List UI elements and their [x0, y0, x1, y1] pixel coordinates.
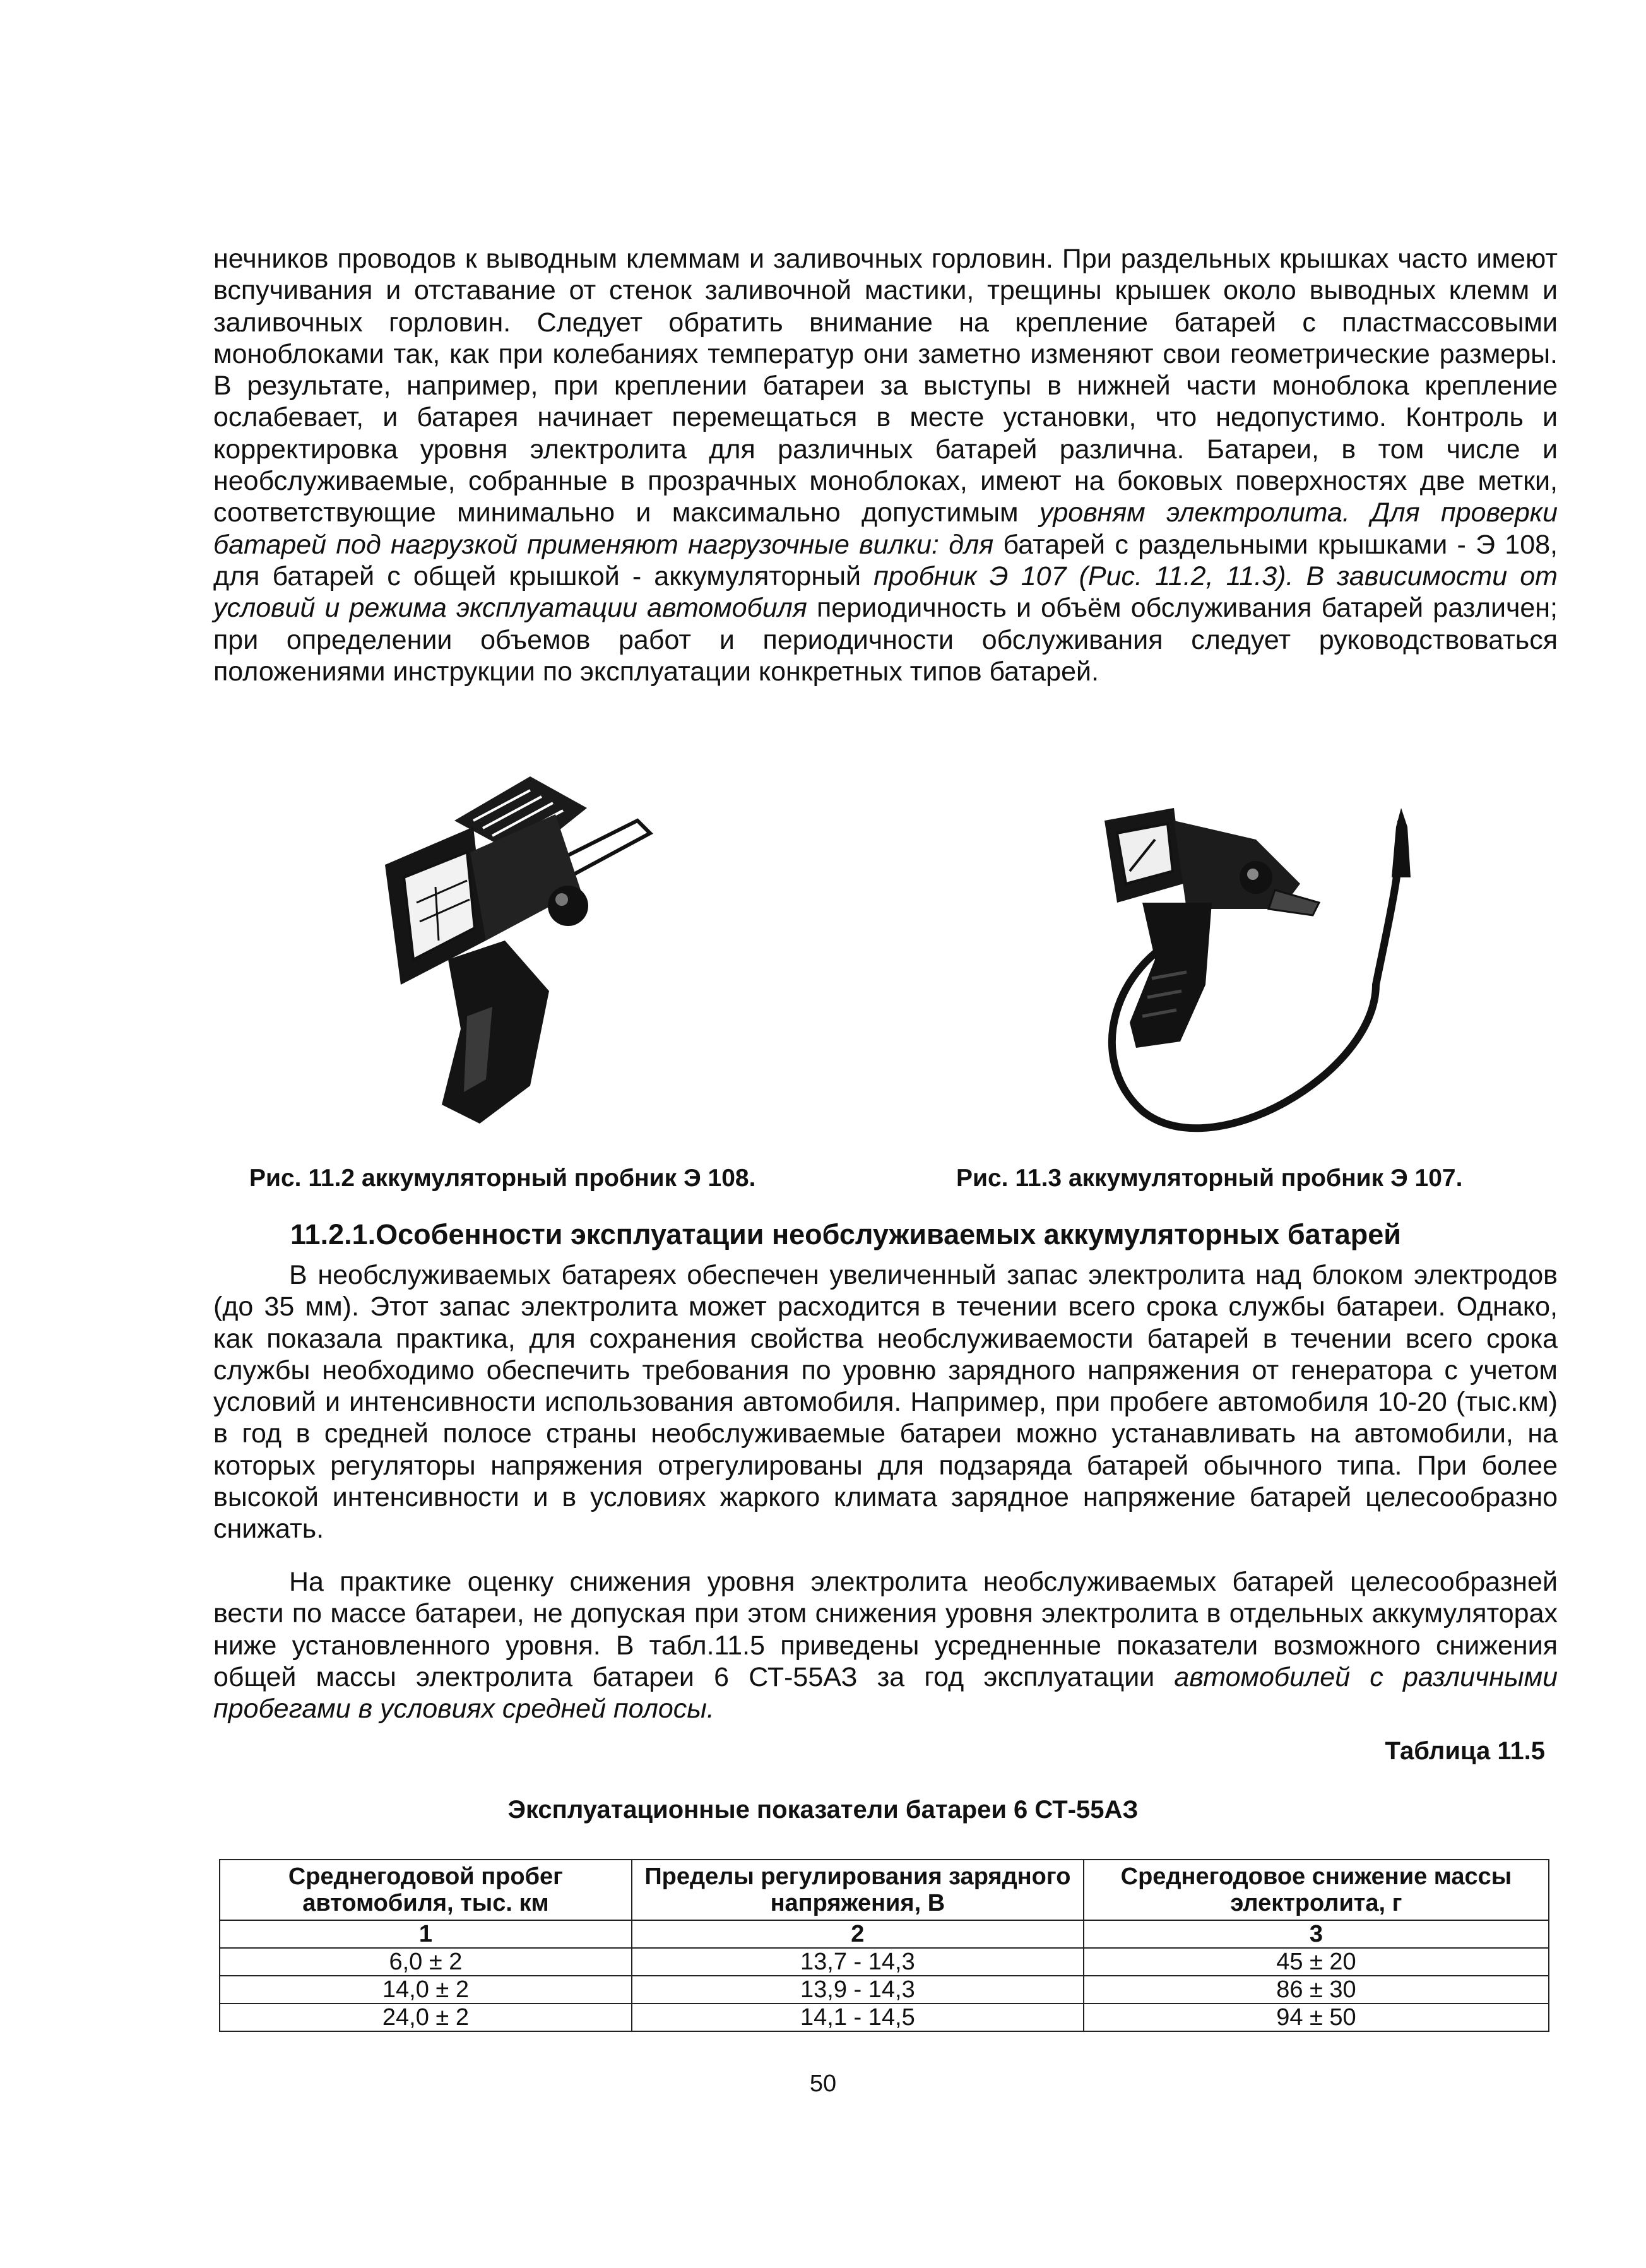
paragraph-italic-text: уровням электролита. Для проверки батарей под нагрузкой применяют нагрузочные вилки: для: [213, 497, 1558, 560]
table-row: [220, 1976, 1549, 2004]
paragraph-battery-maintenance: [213, 243, 1558, 687]
table-label: Таблица 11.5: [1385, 1737, 1545, 1765]
table-row: [220, 2004, 1549, 2031]
paragraph-text: периодичность и объём обслуживания батарей различен; при определении объемов работ и периодичности обслуживания следует руководствоваться положениями инструкции по эксплуатации конкретных типов батарей.: [213, 593, 1558, 687]
table-header-cell: Среднегодовое снижение массы электролита, г: [1084, 1860, 1549, 1920]
paragraph-italic-text: автомобилей с различными пробегами в условиях средней полосы.: [213, 1661, 1558, 1725]
battery-performance-table: [219, 1859, 1549, 2032]
table-cell: 45 ± 20: [1084, 1948, 1549, 1976]
figure-caption-11-2: Рис. 11.2 аккумуляторный пробник Э 108.: [249, 1165, 756, 1192]
figure-caption-11-3: Рис. 11.3 аккумуляторный пробник Э 107.: [956, 1165, 1463, 1192]
table-cell: 14,1 - 14,5: [632, 2004, 1084, 2031]
table-header-row: [220, 1860, 1549, 1920]
table-cell: 14,0 ± 2: [220, 1976, 632, 2004]
table-cell: 3: [1084, 1920, 1549, 1948]
table-cell: 24,0 ± 2: [220, 2004, 632, 2031]
table-row: [220, 1948, 1549, 1976]
table-cell: 2: [632, 1920, 1084, 1948]
table-cell: 13,7 - 14,3: [632, 1948, 1084, 1976]
table-cell: 94 ± 50: [1084, 2004, 1549, 2031]
paragraph-electrolite-estimation: [213, 1566, 1558, 1725]
table-cell: 13,9 - 14,3: [632, 1976, 1084, 2004]
table-cell: 1: [220, 1920, 632, 1948]
paragraph-text: нечников проводов к выводным клеммам и заливочных горловин. При раздельных крышках часто имеют вспучивания и отставание от стенок заливочной мастики, трещины крышек около выводных клемм и заливочных горловин. Следует обратить внимание на крепление батарей с пластмассовыми моноблоками так, как при колебаниях температур они заметно изменяют свои геометрические размеры. В результате, например, при креплении батареи за выступы в нижней части моноблока крепление ослабевает, и батарея начинает перемещаться в месте установки, что недопустимо. Контроль и корректировка уровня электролита для различных батарей различна. Батареи, в том числе и необслуживаемые, собранные в прозрачных моноблоках, имеют на боковых поверхностях две метки, соответствующие минимально и максимально допустимым: [213, 244, 1558, 528]
paragraph-text: На практике оценку снижения уровня электролита необслуживаемых батарей целесообразней вести по массе батареи, не допуская при этом снижения уровня электролита в отдельных аккумуляторах ниже установленного уровня. В табл.11.5 приведены усредненные показатели возможного снижения общей массы электролита батареи 6 СТ-55АЗ за год эксплуатации: [213, 1567, 1558, 1692]
battery-tester-e107-illustration: [1048, 795, 1439, 1149]
table-cell: 86 ± 30: [1084, 1976, 1549, 2004]
paragraph-italic-text: пробник Э 107 (Рис. 11.2, 11.3). В зависимости от условий и режима эксплуатации автомобиля: [213, 561, 1558, 624]
table-cell: 6,0 ± 2: [220, 1948, 632, 1976]
table-title: Эксплуатационные показатели батареи 6 СТ-55АЗ: [507, 1796, 1139, 1824]
table-header-cell: Среднегодовой пробег автомобиля, тыс. км: [220, 1860, 632, 1920]
section-heading: 11.2.1.Особенности эксплуатации необслуживаемых аккумуляторных батарей: [290, 1218, 1401, 1250]
table-column-number-row: [220, 1920, 1549, 1948]
page-number: 50: [809, 2070, 837, 2097]
table-header-cell: Пределы регулирования зарядного напряжения, В: [632, 1860, 1084, 1920]
paragraph-text: батарей с раздельными крышками - Э 108, для батарей с общей крышкой - аккумуляторный: [213, 529, 1558, 591]
battery-tester-e108-illustration: [341, 751, 732, 1143]
paragraph-maintenance-free-batteries: В необслуживаемых батареях обеспечен увеличенный запас электролита над блоком электродов (до 35 мм). Этот запас электролита может расходится в течении всего срока службы батареи. Однако, как показала практика, для сохранения свойства необслуживаемости батарей в течении всего срока службы необходимо обеспечить требования по уровню зарядного напряжения от генератора с учетом условий и интенсивности использования автомобиля. Например, при пробеге автомобиля 10-20 (тыс.км) в год в средней полосе страны необслуживаемые батареи можно устанавливать на автомобили, на которых регуляторы напряжения отрегулированы для подзаряда батарей обычного типа. При более высокой интенсивности и в условиях жаркого климата зарядное напряжение батарей целесообразно снижать.: [213, 1260, 1558, 1545]
